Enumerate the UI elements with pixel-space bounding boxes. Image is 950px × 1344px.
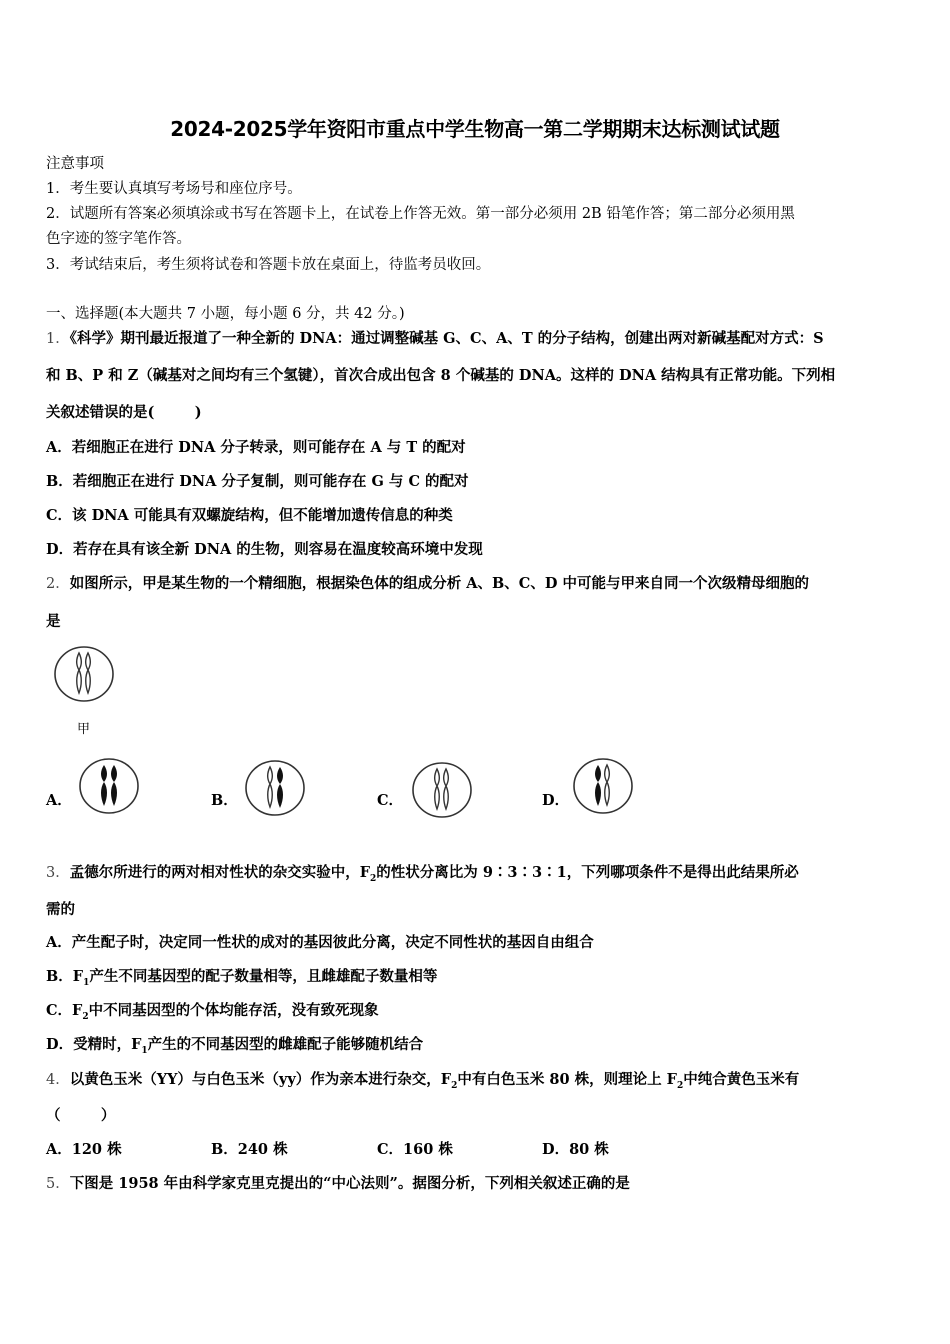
figure-label: 甲 xyxy=(77,722,91,737)
section-heading: 一、选择题(本大题共 7 小题，每小题 6 分，共 42 分。) xyxy=(46,306,405,322)
option-a: A．产生配子时，决定同一性状的成对的基因彼此分离，决定不同性状的基因自由组合 xyxy=(46,934,594,951)
option-a: A．120 株 xyxy=(46,1141,122,1158)
cell-option-a-figure xyxy=(78,757,140,815)
question-text: 如图所示，甲是某生物的一个精细胞，根据染色体的组成分析 A、B、C、D 中可能与甲来自同一个次级精母细胞的 xyxy=(69,575,809,592)
subscript: 2 xyxy=(676,1080,684,1091)
notice-item: 色字迹的签字笔作答。 xyxy=(46,231,191,247)
question-2 xyxy=(46,572,809,593)
notice-item: 1．考生要认真填写考场号和座位序号。 xyxy=(46,181,302,197)
question-3 xyxy=(46,861,799,884)
cell-option-d-figure xyxy=(572,757,634,815)
option-b: B．若细胞正在进行 DNA 分子复制，则可能存在 G 与 C 的配对 xyxy=(46,473,469,490)
question-1 xyxy=(46,327,824,348)
cell-option-b-figure xyxy=(244,759,306,817)
answer-bracket: （ ） xyxy=(46,1107,116,1124)
question-number: 3． xyxy=(46,865,70,881)
option-a: A．若细胞正在进行 DNA 分子转录，则可能存在 A 与 T 的配对 xyxy=(46,439,466,456)
question-text: 中纯合黄色玉米有 xyxy=(683,1071,800,1088)
option-d-label: D． xyxy=(542,792,570,809)
option-c-label: C． xyxy=(377,792,404,809)
option-b: B．240 株 xyxy=(211,1141,288,1158)
question-text: 是 xyxy=(46,613,61,630)
option-a-label: A． xyxy=(46,792,72,809)
subscript: 2 xyxy=(370,873,377,884)
cell-option-c-figure xyxy=(411,761,473,819)
question-text: 的性状分离比为 9∶3∶3∶1，下列哪项条件不是得出此结果所必 xyxy=(376,864,799,881)
question-text: 中有白色玉米 80 株，则理论上 F xyxy=(457,1071,677,1088)
cell-jia-figure xyxy=(53,645,115,703)
question-number: 5． xyxy=(46,1176,70,1192)
option-d: D．受精时，$F_1$产生的不同基因型的雌雄配子能够随机结合 xyxy=(46,1036,424,1056)
subscript: 2 xyxy=(82,1011,89,1022)
question-text: 以黄色玉米（YY）与白色玉米（yy）作为亲本进行杂交，F xyxy=(69,1071,452,1088)
subscript: 1 xyxy=(83,977,90,988)
question-5 xyxy=(46,1172,630,1193)
option-b-label: B． xyxy=(211,792,238,809)
question-number: 1． xyxy=(46,331,70,347)
question-number: 4． xyxy=(46,1072,70,1088)
option-d: D．若存在具有该全新 DNA 的生物，则容易在温度较高环境中发现 xyxy=(46,541,483,558)
notice-item: 3．考试结束后，考生须将试卷和答题卡放在桌面上，待监考员收回。 xyxy=(46,257,491,273)
option-c: C．160 株 xyxy=(377,1141,453,1158)
page-title: 2024-2025学年资阳市重点中学生物高一第二学期期末达标测试试题 xyxy=(170,117,780,141)
subscript: 1 xyxy=(141,1045,148,1056)
option-c: C．该 DNA 可能具有双螺旋结构，但不能增加遗传信息的种类 xyxy=(46,507,453,524)
question-text: 和 B、P 和 Z（碱基对之间均有三个氢键），首次合成出包含 8 个碱基的 DNA。这样的 DNA 结构具有正常功能。下列相 xyxy=(46,367,836,384)
subscript: 2 xyxy=(451,1080,458,1091)
question-4 xyxy=(46,1068,799,1091)
question-text: 下图是 1958 年由科学家克里克提出的“中心法则”。据图分析，下列相关叙述正确的是 xyxy=(69,1175,630,1192)
option-b: B．$F_1$产生不同基因型的配子数量相等，且雌雄配子数量相等 xyxy=(46,968,438,988)
option-c: C．$F_2$中不同基因型的个体均能存活，没有致死现象 xyxy=(46,1002,379,1022)
question-text: 需的 xyxy=(46,901,75,918)
question-text: 孟德尔所进行的两对相对性状的杂交实验中，F xyxy=(69,864,371,881)
option-d: D．80 株 xyxy=(542,1141,609,1158)
notice-heading: 注意事项 xyxy=(46,156,104,172)
notice-item: 2．试题所有答案必须填涂或书写在答题卡上，在试卷上作答无效。第一部分必须用 2B 铅笔作答；第二部分必须用黑 xyxy=(46,206,795,222)
question-text: 关叙述错误的是( ) xyxy=(46,404,202,421)
question-text: 《科学》期刊最近报道了一种全新的 DNA：通过调整碱基 G、C、A、T 的分子结构，创建出两对新碱基配对方式：S xyxy=(69,330,824,347)
question-number: 2． xyxy=(46,576,70,592)
